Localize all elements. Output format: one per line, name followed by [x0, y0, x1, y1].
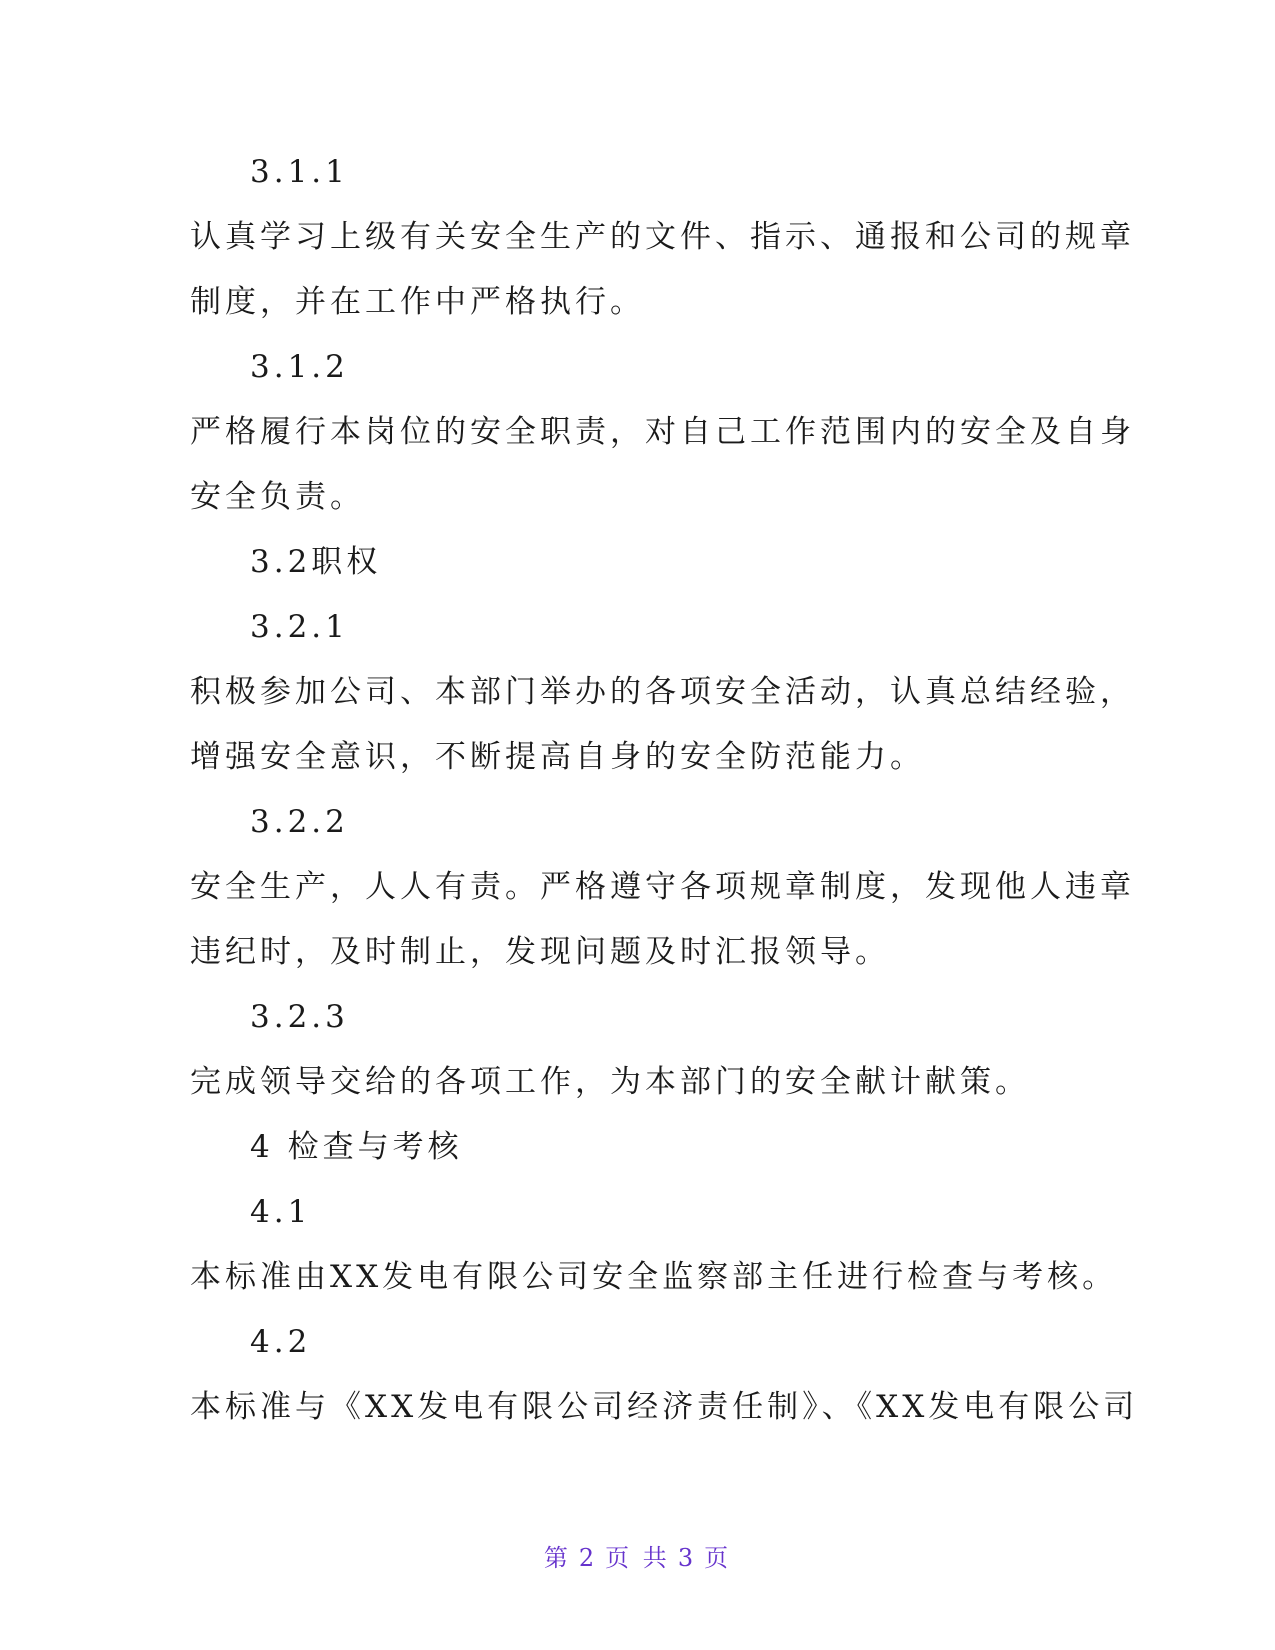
- section-3-1-2-text-line-2: 安全负责。: [190, 479, 365, 515]
- section-3-2-heading: 3.2职权: [250, 544, 382, 580]
- section-3-2-2-text-line-1: 安全生产，人人有责。严格遵守各项规章制度，发现他人违章: [190, 869, 1135, 905]
- section-3-1-1-text-line-2: 制度，并在工作中严格执行。: [190, 284, 645, 320]
- section-3-2-3-text-line-1: 完成领导交给的各项工作，为本部门的安全献计献策。: [190, 1064, 1030, 1100]
- section-3-2-2-heading: 3.2.2: [250, 804, 349, 840]
- section-3-1-2-heading: 3.1.2: [250, 349, 349, 385]
- section-3-1-1-text-line-1: 认真学习上级有关安全生产的文件、指示、通报和公司的规章: [190, 219, 1135, 255]
- section-3-1-2-text-line-1: 严格履行本岗位的安全职责，对自己工作范围内的安全及自身: [190, 414, 1135, 450]
- section-4-1-heading: 4.1: [250, 1194, 312, 1230]
- document-body: [190, 140, 1139, 1440]
- section-4-2-heading: 4.2: [250, 1324, 312, 1360]
- footer-current-page: 2: [578, 1544, 598, 1572]
- section-3-2-2-text-line-2: 违纪时，及时制止，发现问题及时汇报领导。: [190, 934, 890, 970]
- section-3-2-1-heading: 3.2.1: [250, 609, 349, 645]
- section-3-2-1-text-line-1: 积极参加公司、本部门举办的各项安全活动，认真总结经验，: [190, 674, 1135, 710]
- section-3-2-3-heading: 3.2.3: [250, 999, 349, 1035]
- page-footer: [0, 1538, 1275, 1573]
- section-3-2-1-text-line-2: 增强安全意识，不断提高自身的安全防范能力。: [190, 739, 925, 775]
- section-4-heading: 4 检查与考核: [250, 1129, 463, 1165]
- section-4-2-text-line-1: 本标准与《XX发电有限公司经济责任制》、《XX发电有限公司: [190, 1389, 1139, 1425]
- footer-middle: 页 共: [605, 1544, 670, 1572]
- section-4-1-text-line-1: 本标准由XX发电有限公司安全监察部主任进行检查与考核。: [190, 1259, 1118, 1295]
- footer-total-pages: 3: [677, 1544, 697, 1572]
- section-3-1-1-heading: 3.1.1: [250, 154, 349, 190]
- footer-suffix: 页: [704, 1544, 732, 1572]
- footer-prefix: 第: [543, 1544, 571, 1572]
